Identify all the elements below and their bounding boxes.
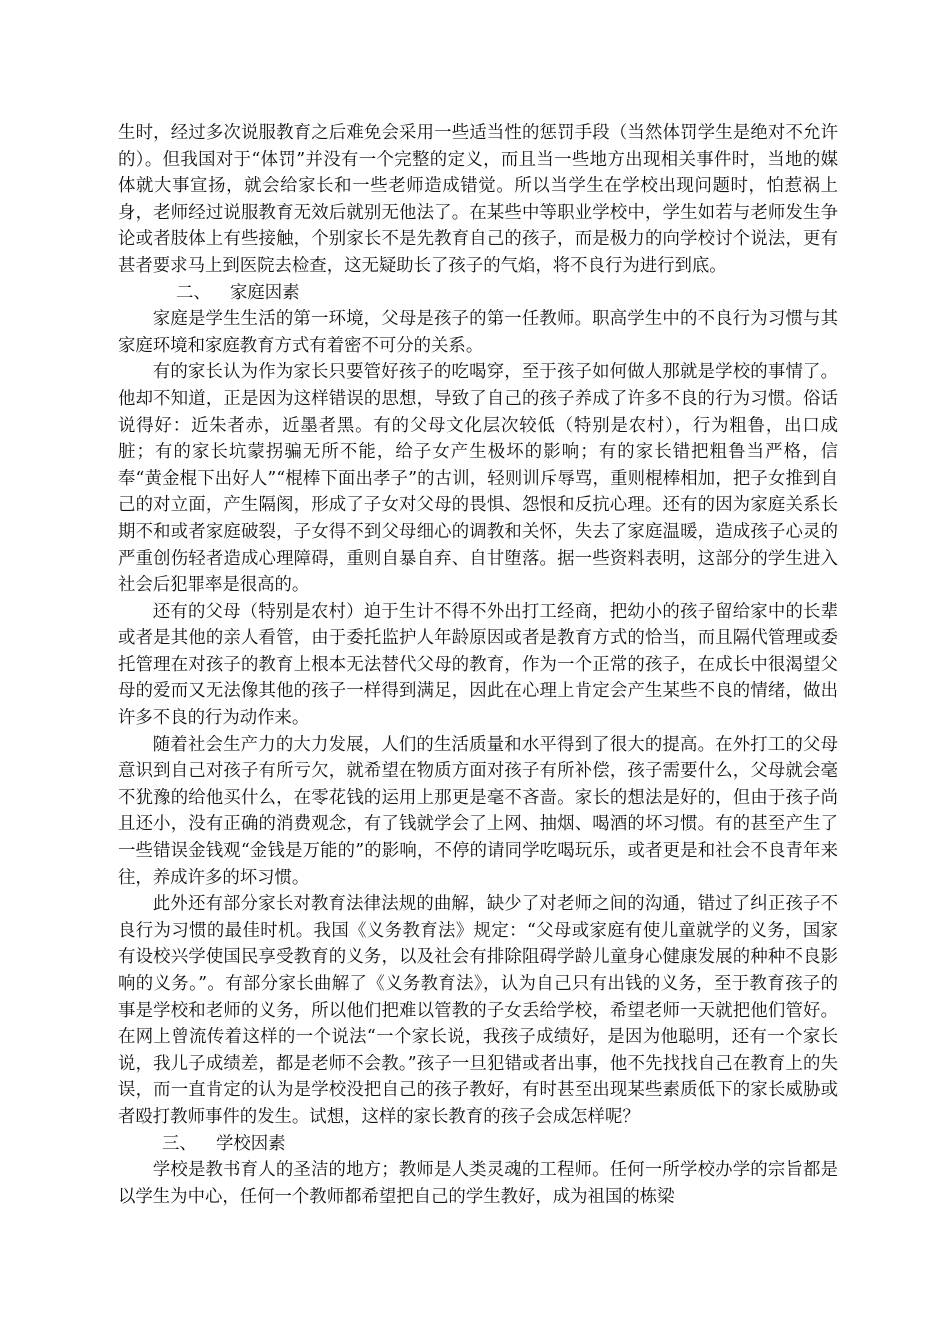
- section-title: 家庭因素: [230, 282, 300, 303]
- paragraph: 家庭是学生生活的第一环境，父母是孩子的第一任教师。职高学生中的不良行为习惯与其家庭环境和家庭教育方式有着密不可分的关系。: [118, 309, 838, 356]
- document-page: [118, 120, 838, 1210]
- paragraph-continued: 生时，经过多次说服教育之后难免会采用一些适当性的惩罚手段（当然体罚学生是绝对不允许的）。但我国对于“体罚”并没有一个完整的定义，而且当一些地方出现相关事件时，当地的媒体就大事宣扬，就会给家长和一些老师造成错觉。所以当学生在学校出现问题时，怕惹祸上身，老师经过说服教育无效后就别无他法了。在某些中等职业学校中，学生如若与老师发生争论或者肢体上有些接触，个别家长不是先教育自己的孩子，而是极力的向学校讨个说法，更有甚者要求马上到医院去检查，这无疑助长了孩子的气焰，将不良行为进行到底。: [118, 123, 838, 276]
- paragraph: 学校是教书育人的圣洁的地方；教师是人类灵魂的工程师。任何一所学校办学的宗旨都是以学生为中心，任何一个教师都希望把自己的学生教好，成为祖国的栋梁: [118, 1160, 838, 1207]
- section-heading-school: [118, 1131, 838, 1158]
- section-number: 三、: [162, 1133, 197, 1154]
- paragraph: 随着社会生产力的大力发展，人们的生活质量和水平得到了很大的提高。在外打工的父母意识到自己对孩子有所亏欠，就希望在物质方面对孩子有所补偿，孩子需要什么，父母就会毫不犹豫的给他买什么，在零花钱的运用上那更是毫不吝啬。家长的想法是好的，但由于孩子尚且还小，没有正确的消费观念，有了钱就学会了上网、抽烟、喝酒的坏习惯。有的甚至产生了一些错误金钱观“金钱是万能的”的影响，不停的请同学吃喝玩乐，或者更是和社会不良青年来往，养成许多的坏习惯。: [118, 734, 838, 888]
- section-title: 学校因素: [216, 1133, 286, 1154]
- section-number: 二、: [176, 282, 211, 303]
- paragraph: 此外还有部分家长对教育法律法规的曲解，缺少了对老师之间的沟通，错过了纠正孩子不良行为习惯的最佳时机。我国《义务教育法》规定：“父母或家庭有使儿童就学的义务，国家有设校兴学使国民享受教育的义务，以及社会有排除阻碍学龄儿童身心健康发展的种种不良影响的义务。”。有部分家长曲解了《义务教育法》，认为自己只有出钱的义务，至于教育孩子的事是学校和老师的义务，所以他们把难以管教的子女丢给学校，希望老师一天就把他们管好。在网上曾流传着这样的一个说法“一个家长说，我孩子成绩好，是因为他聪明，还有一个家长说，我儿子成绩差，都是老师不会教。”孩子一旦犯错或者出事，他不先找找自己在教育上的失误，而一直肯定的认为是学校没把自己的孩子教好，有时甚至出现某些素质低下的家长威胁或者殴打教师事件的发生。试想，这样的家长教育的孩子会成怎样呢？: [118, 894, 838, 1127]
- paragraph: 还有的父母（特别是农村）迫于生计不得不外出打工经商，把幼小的孩子留给家中的长辈或者是其他的亲人看管，由于委托监护人年龄原因或者是教育方式的恰当，而且隔代管理或委托管理在对孩子的教育上根本无法替代父母的教育，作为一个正常的孩子，在成长中很渴望父母的爱而又无法像其他的孩子一样得到满足，因此在心理上肯定会产生某些不良的情绪，做出许多不良的行为动作来。: [118, 601, 838, 729]
- paragraph: 有的家长认为作为家长只要管好孩子的吃喝穿，至于孩子如何做人那就是学校的事情了。他却不知道，正是因为这样错误的思想，导致了自己的孩子养成了许多不良的行为习惯。俗话说得好：近朱者赤，近墨者黑。有的父母文化层次较低（特别是农村），行为粗鲁，出口成脏；有的家长坑蒙拐骗无所不能，给子女产生极坏的影响；有的家长错把粗鲁当严格，信奉“黄金棍下出好人”“棍棒下面出孝子”的古训，轻则训斥辱骂，重则棍棒相加，把子女推到自己的对立面，产生隔阂，形成了子女对父母的畏惧、怨恨和反抗心理。还有的因为家庭关系长期不和或者家庭破裂，子女得不到父母细心的调教和关怀，失去了家庭温暖，造成孩子心灵的严重创伤轻者造成心理障碍，重则自暴自弃、自甘堕落。据一些资料表明，这部分的学生进入社会后犯罪率是很高的。: [118, 362, 838, 596]
- section-heading-family: [118, 280, 838, 307]
